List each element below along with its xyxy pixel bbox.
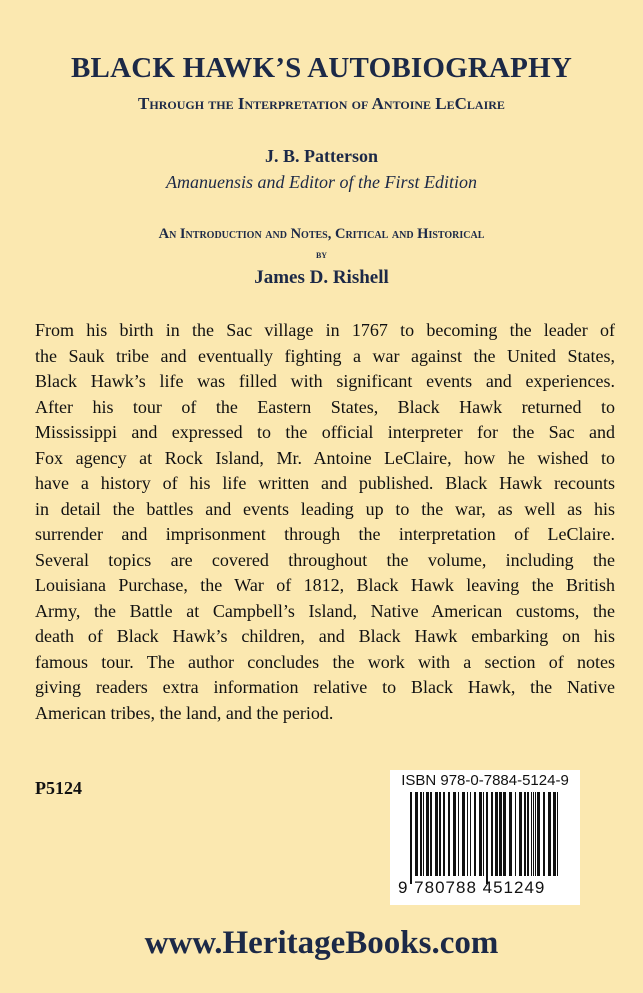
barcode-bar (430, 792, 432, 876)
barcode-bar (535, 792, 536, 876)
description-line: From his birth in the Sac village in 1767 to becoming the leader of (35, 320, 615, 340)
description-line: Fox agency at Rock Island, Mr. Antoine LeClaire, how he wished to (35, 447, 615, 468)
barcode-bar (443, 792, 445, 876)
barcode-bar (439, 792, 441, 876)
description-line: death of Black Hawk’s children, and Black Hawk embarking on his (35, 626, 615, 646)
book-subtitle: Through the Interpretation of Antoine LeClaire (138, 94, 505, 113)
description-line: giving readers extra information relative to Black Hawk, the Native (35, 677, 615, 697)
barcode-bar (537, 792, 540, 876)
barcode-bar (486, 792, 488, 884)
barcode-bar (435, 792, 438, 876)
barcode-bar (499, 792, 502, 876)
barcode-bar (515, 792, 516, 876)
barcode-bar (524, 792, 526, 876)
barcode-bar (543, 792, 545, 876)
barcode-bar (509, 792, 512, 876)
publisher-url[interactable]: www.HeritageBooks.com (144, 925, 499, 961)
isbn-label: ISBN 978-0-7884-5124-9 (401, 772, 569, 789)
description-line: Black Hawk’s life was filled with significant events and experiences. (35, 371, 615, 391)
description-line: American tribes, the land, and the period. (35, 702, 334, 723)
barcode-bar (503, 792, 506, 876)
product-code: P5124 (35, 778, 82, 798)
barcode-bar (423, 792, 424, 876)
barcode-bar (410, 792, 412, 884)
description-line: the Sauk tribe and eventually fighting a war against the United States, (35, 345, 615, 366)
barcode-bar (453, 792, 456, 876)
barcode-bar (519, 792, 522, 876)
book-description (35, 318, 615, 726)
barcode-bar (426, 792, 429, 876)
description-line: Mississippi and expressed to the official interpreter for the Sac and (35, 422, 615, 442)
barcode-bar (527, 792, 529, 876)
barcode-bar (467, 792, 468, 876)
barcode-bar (420, 792, 422, 876)
barcode-bar (470, 792, 471, 876)
barcode-bar (531, 792, 532, 876)
barcode-bar (458, 792, 459, 876)
barcode-bar (495, 792, 498, 876)
book-title: BLACK HAWK’S AUTOBIOGRAPHY (71, 52, 572, 84)
description-line: famous tour. The author concludes the work with a section of notes (35, 651, 615, 672)
barcode-digits: 9 780788 451249 (398, 878, 546, 897)
barcode-bar (448, 792, 450, 876)
by-label: by (315, 249, 328, 261)
barcode-bar (553, 792, 556, 876)
barcode-bar (533, 792, 534, 876)
description-line: Army, the Battle at Campbell’s Island, Native American customs, the (35, 600, 615, 621)
author-name: J. B. Patterson (265, 146, 378, 166)
description-line: Louisiana Purchase, the War of 1812, Black Hawk leaving the British (35, 575, 615, 595)
description-line: in detail the battles and events leading up to the war, as well as his (35, 498, 615, 519)
description-line: After his tour of the Eastern States, Black Hawk returned to (35, 396, 615, 417)
barcode-bar (462, 792, 465, 876)
isbn-barcode (390, 770, 580, 905)
description-line: surrender and imprisonment through the interpretation of LeClaire. (35, 524, 615, 544)
barcode-bar (548, 792, 551, 876)
intro-credit: An Introduction and Notes, Critical and Historical (158, 226, 485, 242)
editor-name: James D. Rishell (254, 267, 389, 288)
description-line: Several topics are covered throughout the volume, including the (35, 549, 615, 570)
barcode-bar (491, 792, 493, 876)
barcode-bar (557, 792, 558, 876)
barcode-bar (474, 792, 476, 876)
author-role: Amanuensis and Editor of the First Edition (166, 172, 477, 192)
barcode-bar (483, 792, 484, 876)
description-line: have a history of his life written and published. Black Hawk recounts (35, 473, 615, 493)
barcode-bar (415, 792, 418, 876)
barcode-bars (400, 792, 570, 884)
barcode-bar (479, 792, 482, 876)
